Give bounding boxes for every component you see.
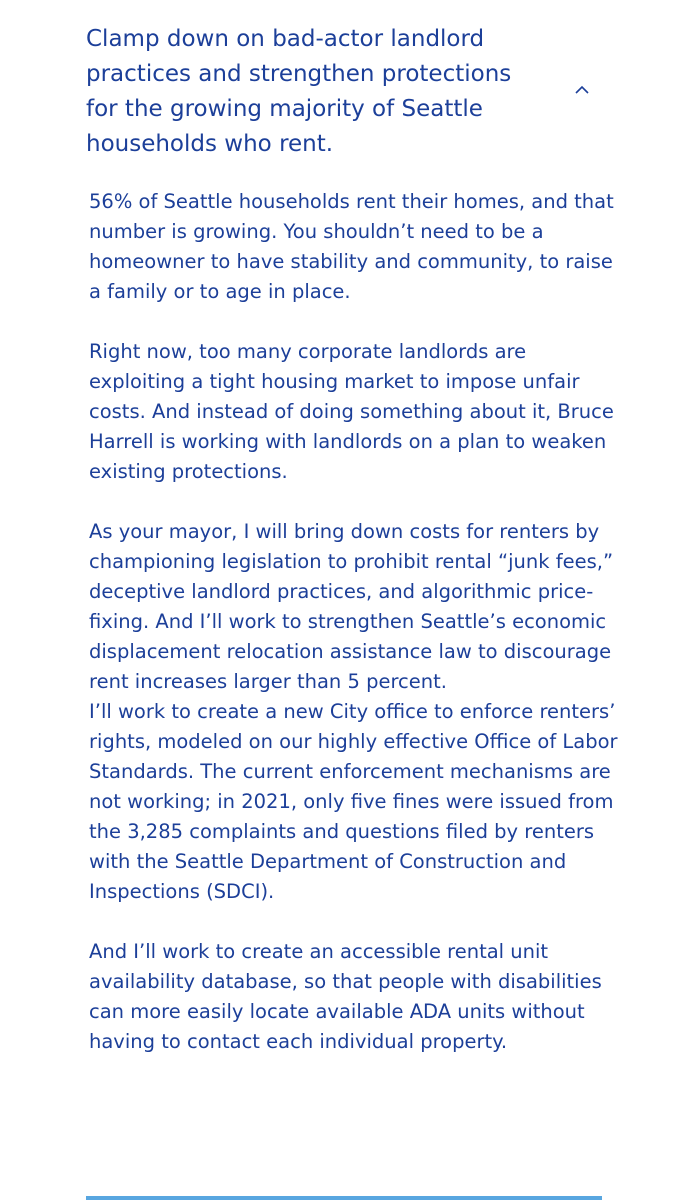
paragraph-renters-share: 56% of Seattle households rent their homes, and that number is growing. You shouldn’t need to be a homeowner to have stability and community, to raise a family or to age in place.: [89, 190, 614, 303]
chevron-up-icon[interactable]: [574, 82, 590, 98]
paragraph-renters-office: I’ll work to create a new City office to enforce renters’ rights, modeled on our highly effective Office of Labor Standards. The current enforcement mechanisms are not working; in 2021, only five fines were issued from the 3,285 complaints and questions filed by renters with the Seattle Department of Construction and Inspections (SDCI).: [89, 700, 618, 903]
accordion-header[interactable]: [86, 22, 606, 162]
accordion-body: [89, 187, 619, 1057]
divider: [86, 1196, 602, 1200]
accordion-title[interactable]: Clamp down on bad-actor landlord practices and strengthen protections for the growing majority of Seattle households who rent.: [86, 26, 512, 157]
paragraph-corporate-landlords: Right now, too many corporate landlords are exploiting a tight housing market to impose unfair costs. And instead of doing something about it, Bruce Harrell is working with landlords on a plan to weaken existing protections.: [89, 340, 614, 483]
paragraph-bring-down-costs: As your mayor, I will bring down costs for renters by championing legislation to prohibit rental “junk fees,” deceptive landlord practices, and algorithmic price-fixing. And I’ll work to strengthen Seattle’s economic displacement relocation assistance law to discourage rent increases larger than 5 percent.: [89, 520, 614, 693]
paragraph-accessible-database: And I’ll work to create an accessible rental unit availability database, so that people with disabilities can more easily locate available ADA units without having to contact each individual property.: [89, 940, 602, 1053]
